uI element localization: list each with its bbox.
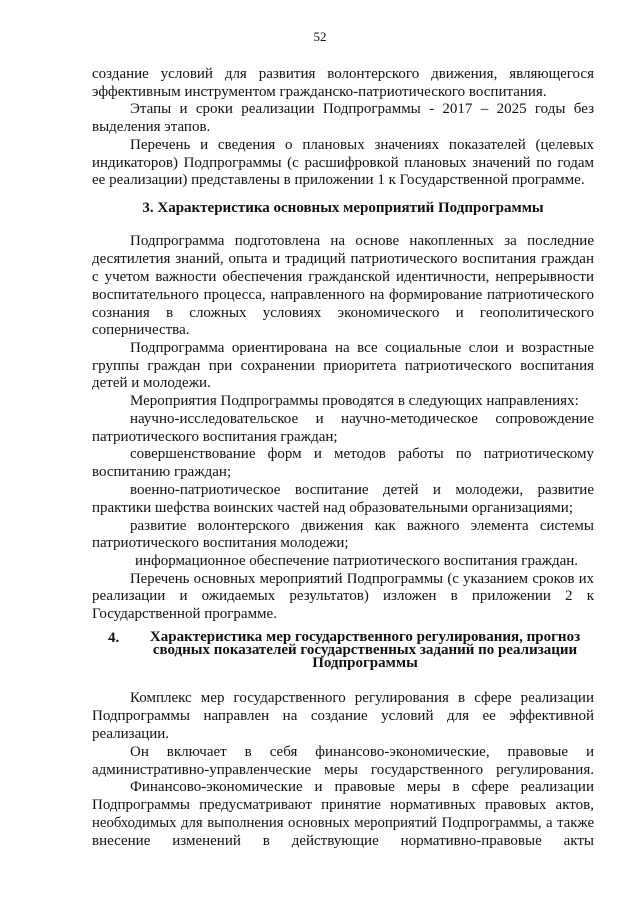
text-line: Перечень и сведения о плановых значениях показателей (целевых: [130, 137, 594, 153]
text-line: выделения этапов.: [92, 119, 211, 135]
list-item: научно-исследовательское и научно-методическое сопровождение: [130, 411, 594, 427]
text-line: Мероприятия Подпрограммы проводятся в следующих направлениях:: [130, 393, 579, 409]
text-line: ее реализации) представлены в приложении 1 к Государственной программе.: [92, 172, 585, 188]
text-line: необходимых для выполнения основных мероприятий Подпрограммы, а также: [92, 815, 594, 831]
text-line: индикаторов) Подпрограммы (с расшифровкой плановых значений по годам: [92, 155, 594, 171]
text-line: соперничества.: [92, 322, 190, 338]
text-line: сознания в сложных условиях экономического и геополитического: [92, 305, 594, 321]
text-line: детей и молодежи.: [92, 375, 211, 391]
list-item: совершенствование форм и методов работы по патриотическому: [130, 446, 594, 462]
text-line: Перечень основных мероприятий Подпрограммы (с указанием сроков их: [130, 571, 594, 587]
text-line: Финансово-экономические и правовые меры в сфере реализации: [130, 779, 594, 795]
text-line: создание условий для развития волонтерского движения, являющегося: [92, 66, 594, 82]
text-line: Государственной программе.: [92, 606, 277, 622]
text-line: группы граждан при сохранении приоритета патриотического воспитания: [92, 358, 594, 374]
text-line: Подпрограмма подготовлена на основе накопленных за последние: [130, 233, 594, 249]
text-line: Комплекс мер государственного регулирования в сфере реализации: [130, 690, 594, 706]
text-line: Подпрограммы направлен на создание условий для ее эффективной: [92, 708, 594, 724]
section-4-heading-line: Характеристика мер государственного регулирования, прогноз: [149, 629, 581, 645]
text-line: патриотического воспитания граждан;: [92, 429, 338, 445]
text-line: воспитательного процесса, направленного на формирование патриотического: [92, 287, 594, 303]
text-line: Этапы и сроки реализации Подпрограммы - 2017 – 2025 годы без: [130, 101, 594, 117]
list-item: развитие волонтерского движения как важного элемента системы: [130, 518, 594, 534]
text-line: воспитанию граждан;: [92, 464, 232, 480]
section-4-heading-line: сводных показателей государственных заданий по реализации: [152, 642, 578, 658]
section-4-number: 4.: [108, 630, 120, 646]
section-4-heading-line: Подпрограммы: [312, 655, 418, 671]
text-line: с учетом важности обеспечения гражданской идентичности, непрерывности: [92, 269, 594, 285]
text-line: десятилетия знаний, опыта и традиций патриотического воспитания граждан: [92, 251, 594, 267]
list-item: информационное обеспечение патриотического воспитания граждан.: [135, 553, 579, 569]
text-line: административно-управленческие меры государственного регулирования.: [92, 762, 594, 778]
page-number: 52: [313, 29, 327, 44]
text-line: патриотического воспитания молодежи;: [92, 535, 349, 551]
text-line: Подпрограммы предусматривают принятие нормативных правовых актов,: [92, 797, 594, 813]
text-line: реализации и ожидаемых результатов) изложен в приложении 2 к: [92, 588, 594, 604]
text-line: Он включает в себя финансово-экономические, правовые и: [130, 744, 594, 760]
text-line: Подпрограмма ориентирована на все социальные слои и возрастные: [130, 340, 594, 356]
list-item: военно-патриотическое воспитание детей и молодежи, развитие: [130, 482, 594, 498]
text-line: практики шефства воинских частей над образовательными организациями;: [92, 500, 573, 516]
text-line: эффективным инструментом гражданско-патриотического воспитания.: [92, 84, 547, 100]
text-line: реализации.: [92, 726, 170, 742]
text-line: внесение изменений в действующие нормативно-правовые акты: [92, 833, 594, 849]
section-3-heading: 3. Характеристика основных мероприятий Подпрограммы: [142, 200, 544, 216]
